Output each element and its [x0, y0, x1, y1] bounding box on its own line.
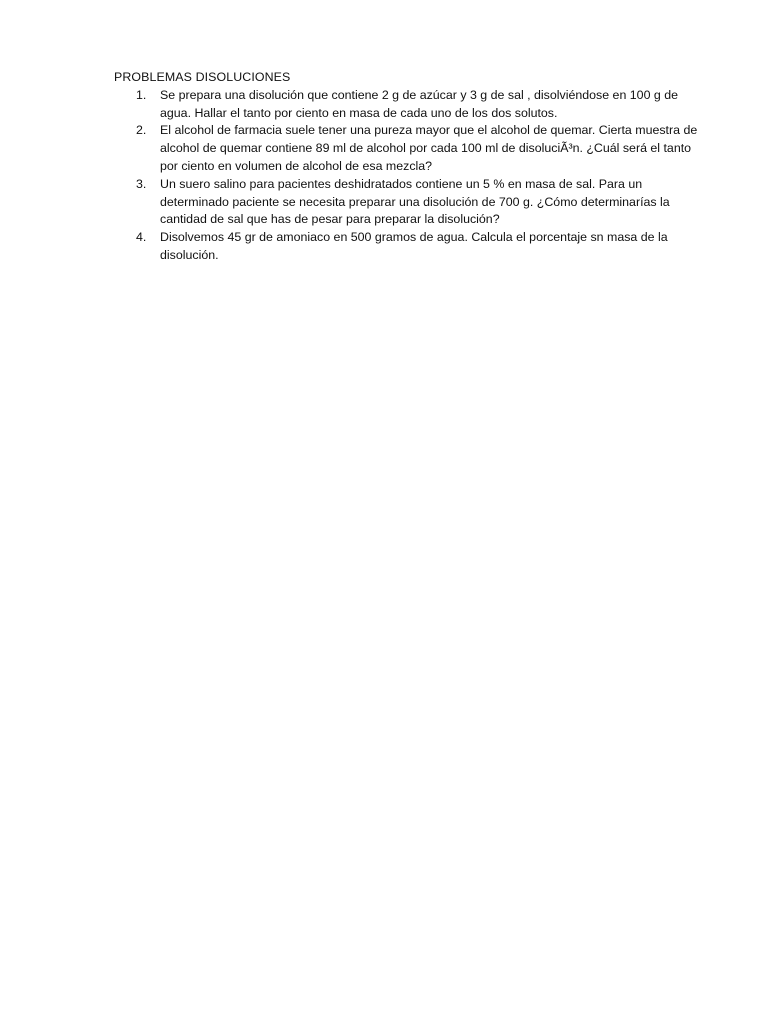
- problem-text-4: Disolvemos 45 gr de amoniaco en 500 gramos de agua. Calcula el porcentaje sn masa de la disolución.: [160, 230, 668, 262]
- problem-item-4: [114, 229, 699, 265]
- problem-number-3: 3.: [136, 176, 147, 191]
- problem-item-2: [114, 122, 699, 175]
- problem-number-2: 2.: [136, 123, 147, 138]
- problem-text-1: Se prepara una disolución que contiene 2 g de azúcar y 3 g de sal , disolviéndose en 100 g de agua. Hallar el tanto por ciento en masa de cada uno de los dos solutos.: [160, 87, 679, 120]
- document-content: [114, 69, 699, 265]
- problem-list: [114, 87, 699, 265]
- problem-item-3: [114, 176, 699, 229]
- problem-number-4: 4.: [136, 230, 147, 245]
- problem-text-2: El alcohol de farmacia suele tener una pureza mayor que el alcohol de quemar. Cierta muestra de alcohol de quemar contiene 89 ml de alcohol por cada 100 ml de disoluciÃ³n. ¿Cuál será el tanto por ciento en volumen de alcohol de esa mezcla?: [160, 123, 698, 173]
- problem-text-3: Un suero salino para pacientes deshidratados contiene un 5 % en masa de sal. Para un determinado paciente se necesita preparar una disolución de 700 g. ¿Cómo determinarías la cantidad de sal que has de pesar para preparar la disolución?: [160, 176, 670, 227]
- problem-item-1: [114, 87, 699, 123]
- problem-number-1: 1.: [136, 87, 147, 102]
- document-title: PROBLEMAS DISOLUCIONES: [114, 70, 291, 84]
